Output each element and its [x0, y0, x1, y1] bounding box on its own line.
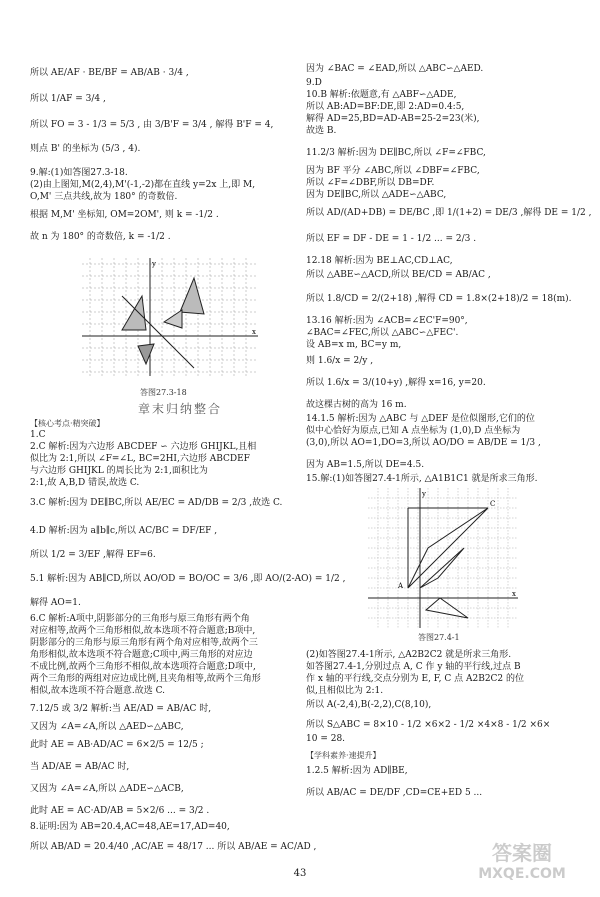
text-line: (3,0),所以 AO=1,DO=3,所以 AO/DO = AB/DE = 1/3 ,: [306, 438, 541, 448]
text-line: 所以 AB/AD = 20.4/40 ,AC/AE = 48/17 ... 所以 AB/AE = AC/AD ,: [30, 842, 317, 852]
text-line: 因为 AB=1.5,所以 DE=4.5.: [306, 460, 425, 470]
text-line: 则点 B' 的坐标为 (5/3 , 4).: [30, 144, 141, 154]
text-line: 所以 A(-2,4),B(-2,2),C(8,10),: [306, 700, 432, 710]
text-line: 似比为 2:1,所以 ∠F=∠L, BC=2HI,六边形 ABCDEF: [30, 454, 250, 464]
svg-text:x: x: [512, 590, 516, 598]
text-line: 因为 ∠BAC = ∠EAD,所以 △ABC∽△AED.: [306, 64, 484, 74]
text-line: 与六边形 GHIJKL 的周长比为 2:1,面积比为: [30, 466, 208, 476]
text-line: 所以 1/2 = 3/EF ,解得 EF=6.: [30, 550, 156, 560]
text-line: O,M' 三点共线,故为 180° 的奇数倍.: [30, 192, 178, 202]
svg-text:x: x: [252, 328, 256, 336]
watermark-logo: [462, 837, 582, 889]
text-line: 设 AB=x m, BC=y m,: [306, 340, 402, 350]
text-line: 相似,故本选项不符合题意.故选 C.: [30, 686, 166, 696]
text-line: 所以 ∠F=∠DBF,所以 DB=DF.: [306, 178, 435, 188]
text-line: 8.证明:因为 AB=20.4,AC=48,AE=17,AD=40,: [30, 822, 230, 832]
text-line: 所以 FO = 3 - 1/3 = 5/3 , 由 3/B'F = 3/4 , 解得 B'F = 4,: [30, 120, 274, 130]
text-line: 根据 M,M' 坐标知, OM=2OM', 则 k = -1/2 .: [30, 210, 219, 220]
text-line: 7.12/5 或 3/2 解析:当 AE/AD = AB/AC 时,: [30, 704, 212, 714]
text-line: ∠BAC=∠FEC,所以 △ABC∽△FEC'.: [306, 328, 459, 338]
text-line: 似中心恰好为原点,已知 A 点坐标为 (1,0),D 点坐标为: [306, 426, 521, 436]
section-tag: 【核心考点·精突破】: [30, 419, 105, 428]
figure-grid-27-4-1: [368, 488, 518, 628]
text-line: 所以 △ABE∽△ACD,所以 BE/CD = AB/AC ,: [306, 270, 491, 280]
text-line: 则 1.6/x = 2/y ,: [306, 356, 374, 366]
text-line: 所以 1.8/CD = 2/(2+18) ,解得 CD = 1.8×(2+18)/2 = 18(m).: [306, 294, 572, 304]
text-line: 角形相似,故本选项不符合题意;C项中,两三角形的对应边: [30, 650, 253, 660]
text-line: 此时 AE = AC·AD/AB = 5×2/6 ... = 3/2 .: [30, 806, 210, 816]
figure-grid-27-3-18: [82, 258, 258, 376]
text-line: 解得 AO=1.: [30, 598, 81, 608]
text-line: 所以 S△ABC = 8×10 - 1/2 ×6×2 - 1/2 ×4×8 - 1/2 ×6×: [306, 720, 551, 730]
text-line: 因为 DE∥BC,所以 △ADE∽△ABC,: [306, 190, 447, 200]
text-line: 所以 1/AF = 3/4 ,: [30, 94, 106, 104]
text-line: 此时 AE = AB·AD/AC = 6×2/5 = 12/5 ;: [30, 740, 204, 750]
text-line: 5.1 解析:因为 AB∥CD,所以 AO/OD = BO/OC = 3/6 ,即 AO/(2-AO) = 1/2 ,: [30, 574, 346, 584]
text-line: 当 AD/AE = AB/AC 时,: [30, 762, 130, 772]
text-line: 不成比例,故两个三角形不相似,故本选项符合题意;D项中,: [30, 662, 256, 672]
text-line: 3.C 解析:因为 DE∥BC,所以 AE/EC = AD/DB = 2/3 ,故选 C.: [30, 498, 283, 508]
text-line: 所以 EF = DF - DE = 1 - 1/2 ... = 2/3 .: [306, 234, 477, 244]
page-number: 43: [293, 868, 307, 879]
text-line: 15.解:(1)如答图27.4-1所示, △A1B1C1 就是所求三角形.: [306, 474, 538, 484]
text-line: 10 = 28.: [306, 734, 346, 744]
text-line: 又因为 ∠A=∠A,所以 △AED∽△ABC,: [30, 722, 184, 732]
svg-text:y: y: [422, 490, 426, 498]
section-tag: 【学科素养·速提升】: [306, 751, 381, 760]
text-line: 9.解:(1)如答图27.3-18.: [30, 168, 128, 178]
text-line: 两个三角形的两组对应边成比例,且夹角相等,故两个三角形: [30, 674, 261, 684]
figure-caption: 答图27.3-18: [140, 388, 187, 397]
text-line: 作 x 轴的平行线,交点分别为 E, F, C 点 A2B2C2 的位: [306, 674, 525, 684]
text-line: 似,且相似比为 2:1.: [306, 686, 384, 696]
svg-text:A: A: [398, 582, 404, 590]
text-line: 如答图27.4-1,分别过点 A, C 作 y 轴的平行线,过点 B: [306, 662, 521, 672]
svg-text:y: y: [152, 260, 156, 268]
text-line: 又因为 ∠A=∠A,所以 △ADE∽△ACB,: [30, 784, 184, 794]
text-line: 1.C: [30, 430, 46, 440]
text-line: 所以 1.6/x = 3/(10+y) ,解得 x=16, y=20.: [306, 378, 486, 388]
text-line: 故这棵古树的高为 16 m.: [306, 400, 407, 410]
text-line: 2:1,故 A,B,D 错误,故选 C.: [30, 478, 140, 488]
text-line: 故 n 为 180° 的奇数倍, k = -1/2 .: [30, 232, 171, 242]
text-line: 10.B 解析:依题意,有 △ABF∽△ADE,: [306, 90, 457, 100]
text-line: 6.C 解析:A项中,阴影部分的三角形与原三角形有两个角: [30, 614, 250, 624]
text-line: 解得 AD=25,BD=AD-AB=25-2=23(米),: [306, 114, 480, 124]
text-line: 所以 AD/(AD+DB) = DE/BC ,即 1/(1+2) = DE/3 ,解得 DE = 1/2 ,: [306, 208, 592, 218]
text-line: 13.16 解析:因为 ∠ACB=∠EC'F=90°,: [306, 316, 468, 326]
text-line: 故选 B.: [306, 126, 337, 136]
text-line: 所以 AB:AD=BF:DE,即 2:AD=0.4:5,: [306, 102, 465, 112]
figure-caption: 答图27.4-1: [418, 633, 460, 642]
text-line: 所以 AE/AF · BE/BF = AB/AB · 3/4 ,: [30, 68, 189, 78]
text-line: 因为 BF 平分 ∠ABC,所以 ∠DBF=∠FBC,: [306, 166, 480, 176]
text-line: (2)由上图知,M(2,4),M'(-1,-2)都在直线 y=2x 上,即 M,: [30, 180, 256, 190]
text-line: 14.1.5 解析:因为 △ABC 与 △DEF 是位似图形,它们的位: [306, 414, 535, 424]
watermark-text2: 答案圈: [492, 841, 552, 865]
text-line: 所以 AB/AC = DE/DF ,CD=CE+ED 5 ...: [306, 788, 483, 798]
text-line: 1.2.5 解析:因为 AD∥BE,: [306, 766, 408, 776]
section-heading: 章末归纳整合: [137, 402, 222, 416]
text-line: (2)如答图27.4-1所示, △A2B2C2 就是所求三角形.: [306, 650, 512, 660]
text-line: 4.D 解析:因为 a∥b∥c,所以 AC/BC = DF/EF ,: [30, 526, 218, 536]
text-line: 2.C 解析:因为六边形 ABCDEF ∽ 六边形 GHIJKL,且相: [30, 442, 257, 452]
text-line: 11.2/3 解析:因为 DE∥BC,所以 ∠F=∠FBC,: [306, 148, 486, 158]
watermark-text: MXQE.COM: [478, 866, 566, 882]
text-line: 9.D: [306, 78, 322, 88]
text-line: 12.18 解析:因为 BE⊥AC,CD⊥AC,: [306, 256, 453, 266]
svg-text:C: C: [490, 500, 496, 508]
text-line: 对应相等,故两个三角形相似,故本选项不符合题意;B项中,: [30, 626, 256, 636]
text-line: 阴影部分的三角形与原三角形有两个角对应相等,故两个三: [30, 638, 258, 648]
